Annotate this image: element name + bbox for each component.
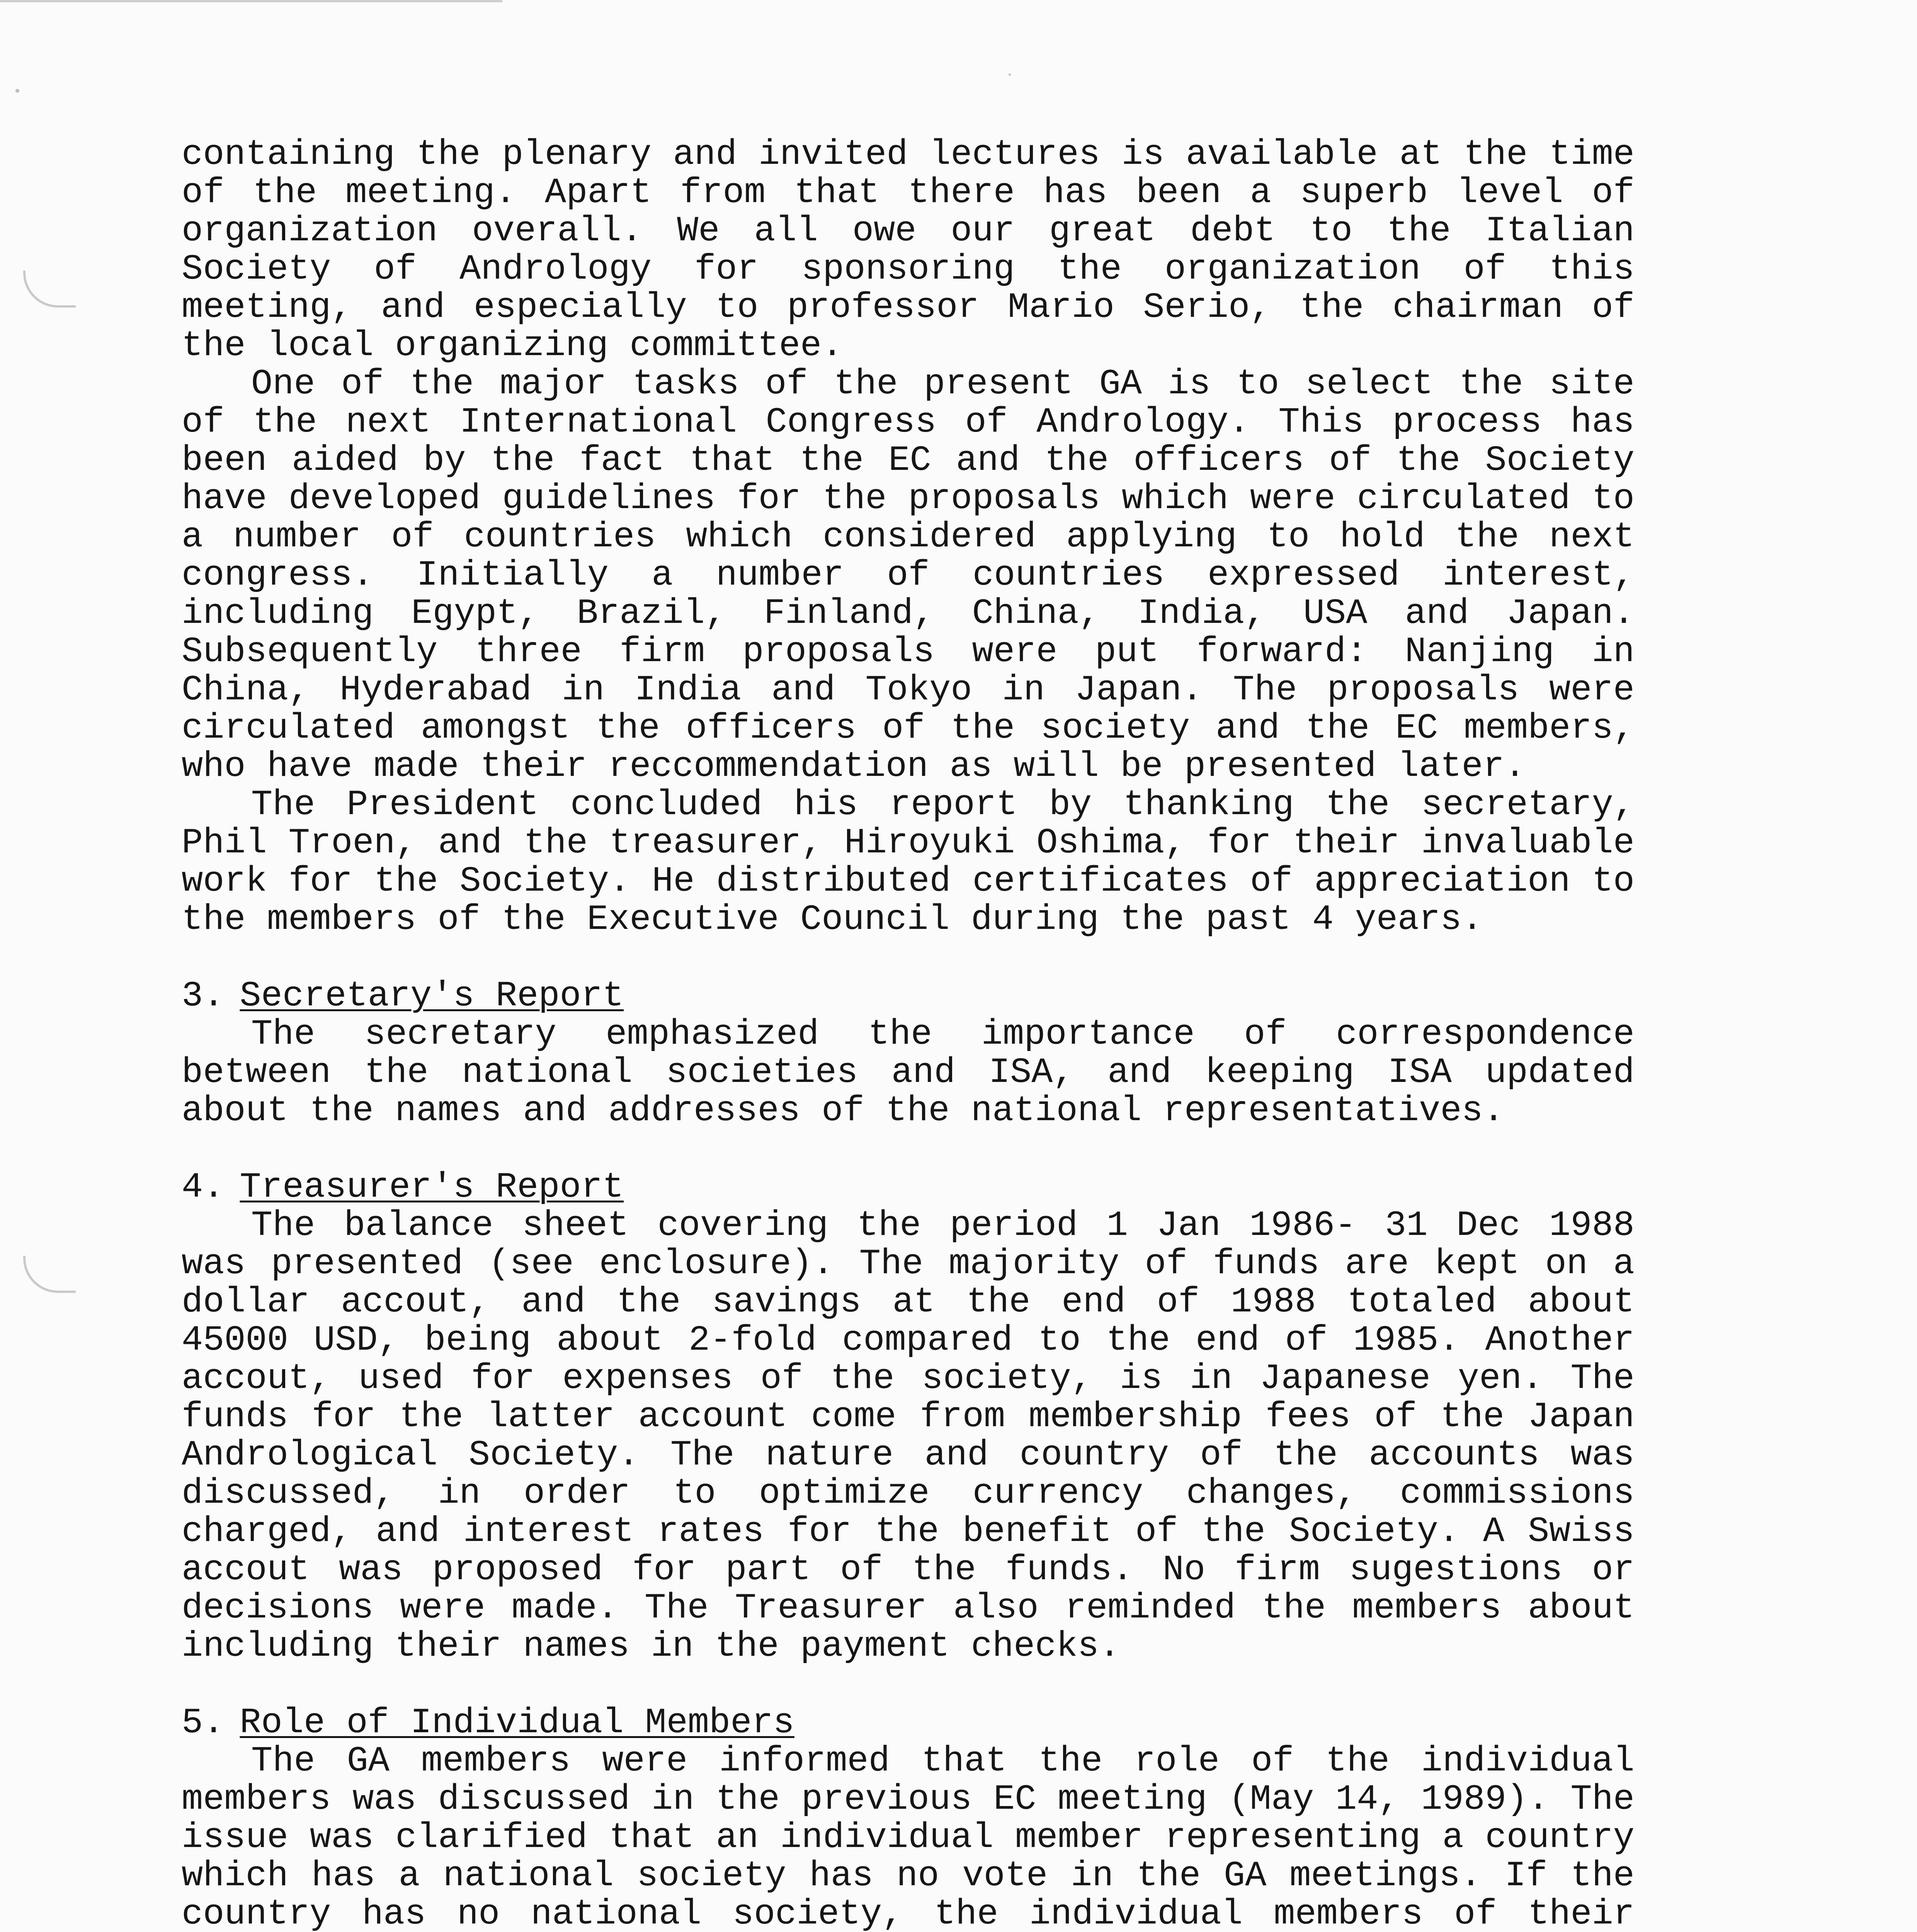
section-body: The secretary emphasized the importance of correspondence between the national societies and ISA, and keeping ISA updated about the names and addresses of the national representatives. [182,1014,1635,1131]
intro-paragraph: One of the major tasks of the present GA is to select the site of the next International Congress of Andrology. This process has been aided by the fact that the EC and the officers of the Society have developed guidelines for the proposals which were circulated to a number of countries which considered applying to hold the next congress. Initially a number of countries expressed interest, including Egypt, Brazil, Finland, China, India, USA and Japan. Subsequently three firm proposals were put forward: Nanjing in China, Hyderabad in India and Tokyo in Japan. The proposals were circulated amongst the officers of the society and the EC members, who have made their reccommendation as will be presented later. [182,364,1635,787]
punch-hole-mark [23,270,76,308]
section-heading [182,1168,1635,1206]
section-title: Role of Individual Members [240,1702,794,1743]
section-body: The GA members were informed that the role of the individual members was discussed in the previous EC meeting (May 14, 1989). The issue was clarified that an individual member representing a country which has a national society has no vote in the GA meetings. If the country has no national society, the individual members of their [182,1741,1635,1932]
section-title: Secretary's Report [240,976,624,1016]
section-number: 5. [182,1702,225,1743]
section-secretary-report [182,977,1635,1130]
intro-paragraph: The President concluded his report by thanking the secretary, Phil Troen, and the treasurer, Hiroyuki Oshima, for their invaluable work for the Society. He distributed certificates of appreciation to the members of the Executive Council during the past 4 years. [182,784,1635,940]
punch-hole-mark [23,1256,76,1293]
section-title: Treasurer's Report [240,1167,624,1208]
section-number: 4. [182,1167,225,1208]
scan-speck [1009,73,1011,76]
section-body: The balance sheet covering the period 1 Jan 1986- 31 Dec 1988 was presented (see enclosure). The majority of funds are kept on a dollar accout, and the savings at the end of 1988 totaled about 45000 USD, being about 2-fold compared to the end of 1985. Another accout, used for expenses of the society, is in Japanese yen. The funds for the latter account come from membership fees of the Japan Andrological Society. The nature and country of the accounts was discussed, in order to optimize currency changes, commissions charged, and interest rates for the benefit of the Society. A Swiss accout was proposed for part of the funds. No firm sugestions or decisions were made. The Treasurer also reminded the members about including their names in the payment checks. [182,1205,1635,1667]
section-heading [182,977,1635,1015]
scan-speck [15,89,19,93]
section-treasurer-report [182,1168,1635,1665]
intro-paragraph: containing the plenary and invited lectures is available at the time of the meeting. Apart from that there has been a superb level of organization overall. We all owe our great debt to the Italian Society of Andrology for sponsoring the organization of this meeting, and especially to professor Mario Serio, the chairman of the local organizing committee. [182,134,1635,366]
section-individual-members [182,1704,1635,1932]
scan-edge-line [0,0,502,2]
section-heading [182,1704,1635,1742]
document-body [182,135,1635,1932]
section-number: 3. [182,976,225,1016]
